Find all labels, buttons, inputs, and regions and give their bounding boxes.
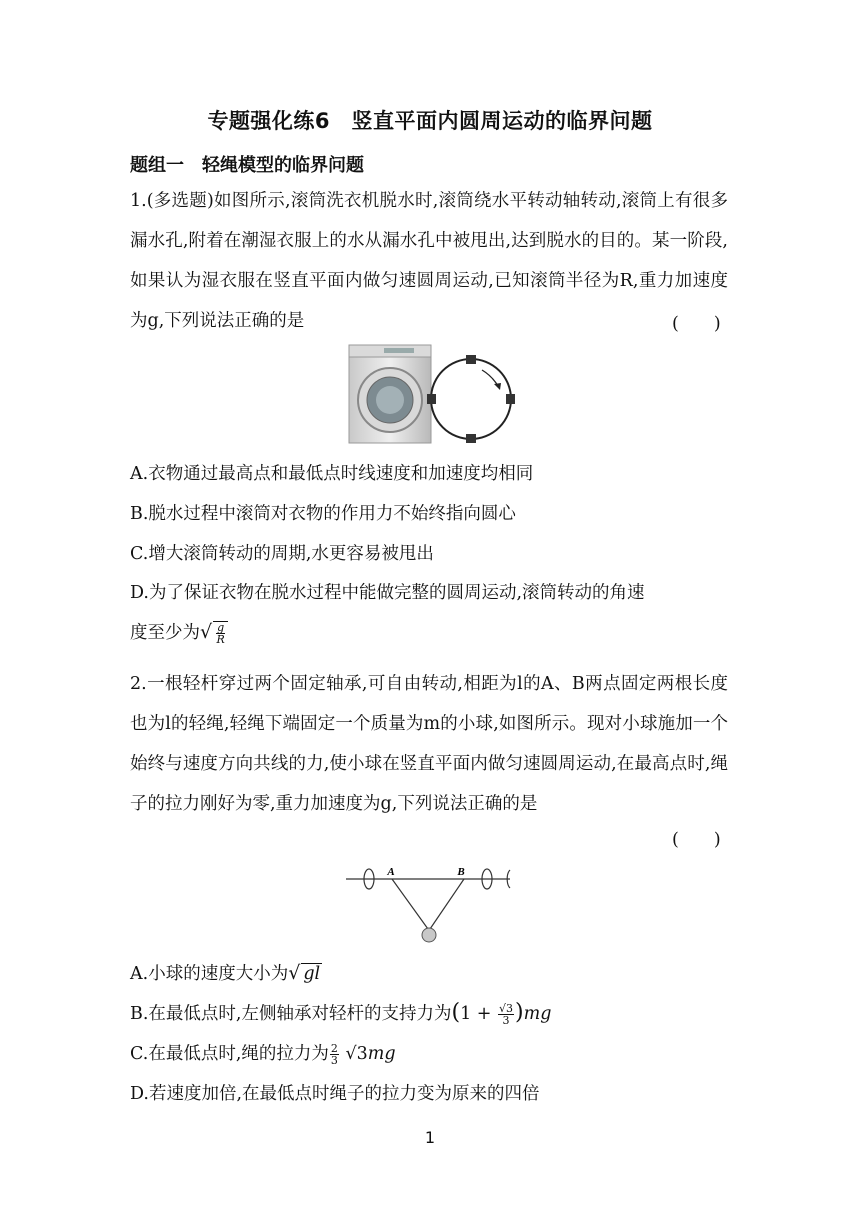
fraction-denominator: 3 xyxy=(502,1014,510,1027)
open-paren: ( xyxy=(451,1000,461,1025)
point-b-label: B xyxy=(457,866,465,878)
fraction-denominator: 3 xyxy=(330,1054,338,1067)
radical-sign: √ xyxy=(288,962,301,984)
option-b-tail: mg xyxy=(523,1004,552,1024)
rod-rope-ball-figure xyxy=(344,862,514,946)
fraction-denominator: R xyxy=(216,633,225,646)
question-1-stem: 1.(多选题)如图所示,滚筒洗衣机脱水时,滚筒绕水平转动轴转动,滚筒上有很多漏水孔,附着在潮湿衣服上的水从漏水孔中被甩出,达到脱水的目的。某一阶段,如果认为湿衣服在竖直平面内做匀速圆周运动,已知滚筒半径为R,重力加速度为g,下列说法正确的是 xyxy=(130,191,728,331)
option-a-text: A.小球的速度大小为 xyxy=(130,964,289,984)
point-a-label: A xyxy=(387,866,395,878)
const-one: 1 + xyxy=(460,1004,498,1024)
question-1-option-d: D.为了保证衣物在脱水过程中能做完整的圆周运动,滚筒转动的角速 xyxy=(130,583,645,603)
page-title: 专题强化练6 竖直平面内圆周运动的临界问题 xyxy=(207,109,653,133)
option-c-text: C.在最低点时,绳的拉力为 xyxy=(130,1044,329,1064)
question-1-option-c: C.增大滚筒转动的周期,水更容易被甩出 xyxy=(130,544,434,564)
question-2-answer-bracket: ( ) xyxy=(672,830,721,850)
sqrt-three: √3 xyxy=(339,1044,368,1064)
radical-sign: √ xyxy=(200,621,213,643)
option-b-text: B.在最低点时,左侧轴承对轻杆的支持力为 xyxy=(130,1004,452,1024)
question-1-option-a: A.衣物通过最高点和最低点时线速度和加速度均相同 xyxy=(130,464,534,484)
question-2-option-b xyxy=(130,1000,551,1026)
fraction-numerator: √3 xyxy=(499,1002,514,1015)
section-heading: 题组一 轻绳模型的临界问题 xyxy=(130,155,364,176)
option-c-tail: mg xyxy=(367,1044,396,1064)
option-d-text: 度至少为 xyxy=(130,623,200,643)
question-1-answer-bracket: ( ) xyxy=(672,314,721,334)
drum-rotation-figure xyxy=(426,354,516,444)
washing-machine-figure xyxy=(348,344,432,444)
question-2-stem: 2.一根轻杆穿过两个固定轴承,可自由转动,相距为l的A、B两点固定两根长度也为l的轻绳,轻绳下端固定一个质量为m的小球,如图所示。现对小球施加一个始终与速度方向共线的力,使小球在竖直平面内做匀速圆周运动,在最高点时,绳子的拉力刚好为零,重力加速度为g,下列说法正确的是 xyxy=(130,674,728,814)
question-1-option-d-cont xyxy=(130,619,228,645)
question-2-option-c xyxy=(130,1040,396,1066)
question-2-option-d: D.若速度加倍,在最低点时绳子的拉力变为原来的四倍 xyxy=(130,1084,540,1104)
question-1-option-b: B.脱水过程中滚筒对衣物的作用力不始终指向圆心 xyxy=(130,504,516,524)
sqrt-expression: gl xyxy=(303,964,321,984)
page-number: 1 xyxy=(424,1128,436,1147)
close-paren: ) xyxy=(515,1000,524,1025)
question-2-option-a xyxy=(130,960,322,985)
fraction-numerator: 2 xyxy=(330,1042,338,1055)
fraction-numerator: g xyxy=(217,621,225,634)
